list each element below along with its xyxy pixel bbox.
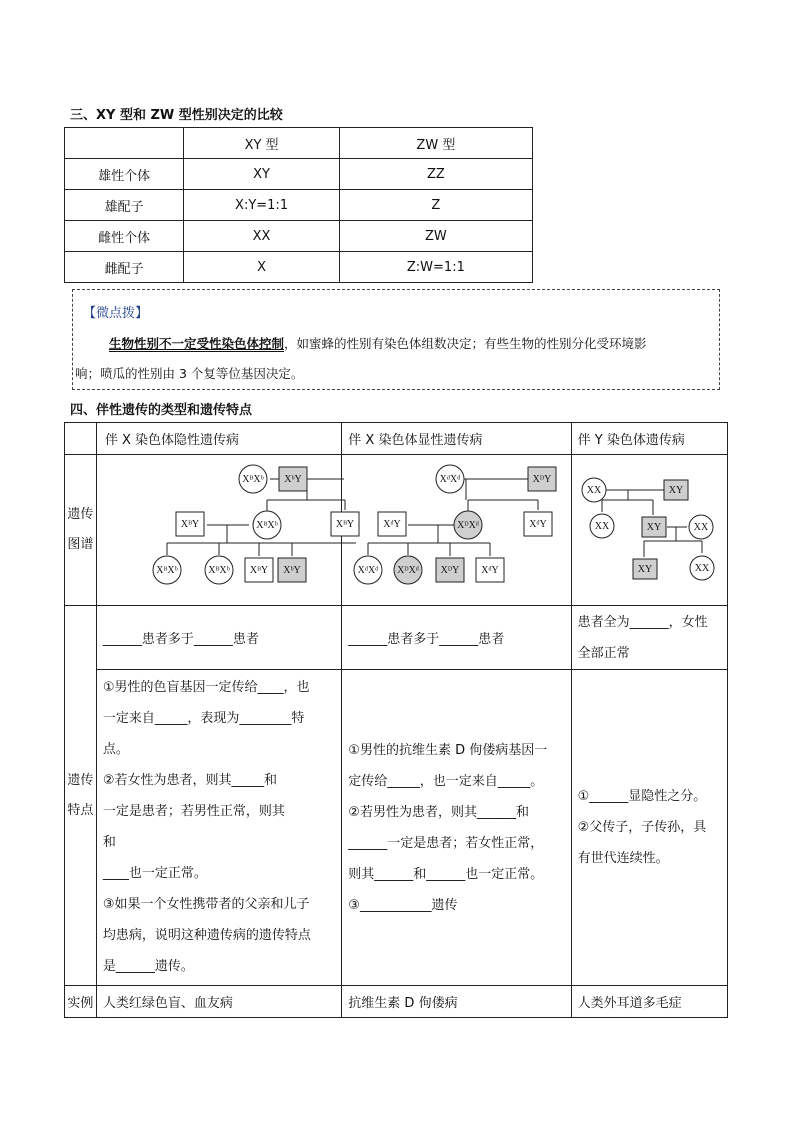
table-cell: XY (184, 159, 339, 190)
genotype-label: XᵈY (529, 519, 548, 530)
example-recessive: 人类红绿色盲、血友病 (96, 986, 341, 1018)
examples-row (65, 986, 728, 1018)
table-cell: X (184, 252, 339, 283)
traits-recessive (96, 670, 341, 986)
genotype-label: XᴰY (532, 474, 552, 485)
header-cell (65, 128, 184, 159)
row-label-line: 遗传 (67, 772, 94, 788)
genotype-label: XᴮXᵇ (256, 520, 278, 531)
genotype-label: XᴰXᵈ (397, 565, 420, 576)
table-cell: Z:W=1:1 (339, 252, 532, 283)
tip-line1-text: ，如蜜蜂的性别有染色体组数决定；有些生物的性别分化受环境影 (284, 336, 647, 351)
tip-emphasis: 生物性别不一定受性染色体控制 (109, 336, 285, 351)
col-header-recessive: 伴 X 染色体隐性遗传病 (96, 423, 341, 455)
sex-determination-table (64, 127, 533, 283)
tip-box (72, 289, 720, 390)
summary-row (65, 606, 728, 670)
genotype-label: XᴮXᵇ (208, 565, 230, 576)
traits-line: 是______遗传。 (102, 959, 194, 974)
traits-line: ③如果一个女性携带者的父亲和儿子 (102, 897, 310, 912)
traits-line: ①男性的抗维生素 D 佝偻病基因一 (348, 742, 548, 758)
traits-line: ____也一定正常。 (102, 866, 207, 881)
row-label: 雄性个体 (65, 159, 184, 190)
tip-line-2: 响；喷瓜的性别由 3 个复等位基因决定。 (75, 366, 304, 381)
table-row (65, 221, 533, 252)
traits-line: ③___________遗传 (348, 897, 458, 913)
sex-linked-table (64, 422, 728, 1018)
table-cell: XX (184, 221, 339, 252)
row-label: 雌性个体 (65, 221, 184, 252)
row-label: 雌配子 (65, 252, 184, 283)
traits-line: 点。 (102, 742, 129, 757)
traits-line: ①男性的色盲基因一定传给____，也 (102, 680, 310, 695)
row-label-examples: 实例 (65, 986, 97, 1018)
col-header-dominant: 伴 X 染色体显性遗传病 (342, 423, 571, 455)
genotype-label: XY (637, 564, 652, 575)
genotype-label: XY (668, 485, 683, 496)
genotype-label: XY (646, 522, 661, 533)
genotype-label: XᵈY (481, 565, 500, 576)
genotype-label: XᴮY (249, 565, 268, 576)
traits-ylinked (571, 670, 727, 986)
section3-heading: 三、XY 型和 ZW 型性别决定的比较 (70, 108, 283, 123)
table-cell: ZZ (339, 159, 532, 190)
traits-line: ②若女性为患者，则其_____和 (102, 773, 277, 788)
traits-line: 和 (102, 835, 116, 850)
row-label-traits (65, 606, 97, 986)
genotype-label: XX (586, 485, 601, 496)
pedigree-row (65, 455, 728, 606)
genotype-label: XᴰY (440, 565, 460, 576)
traits-line: ______一定是患者；若女性正常， (348, 835, 544, 851)
genotype-label: XX (693, 522, 708, 533)
traits-line: 均患病，说明这种遗传病的遗传特点 (102, 928, 311, 943)
genotype-label: XᴮY (180, 519, 199, 530)
example-dominant: 抗维生素 D 佝偻病 (342, 986, 571, 1018)
genotype-label: XX (594, 521, 609, 532)
pedigree-recessive (97, 455, 354, 601)
genotype-label: XᴮXᵇ (242, 474, 264, 485)
table-row (65, 252, 533, 283)
traits-line: ②父传子，子传孙，具 (577, 820, 707, 835)
traits-row (65, 670, 728, 986)
genotype-label: XᴰXᵈ (457, 520, 480, 531)
pedigree-dominant (342, 455, 567, 601)
genotype-label: XᵇY (284, 474, 302, 485)
genotype-label: XᵈY (383, 519, 402, 530)
table-header-row (65, 423, 728, 455)
genotype-label: XᵈXᵈ (357, 565, 379, 576)
row-label-line: 特点 (67, 802, 94, 818)
genotype-label: XᴮY (335, 519, 354, 530)
col-header-ylinked: 伴 Y 染色体遗传病 (571, 423, 727, 455)
tip-title: 【微点拨】 (83, 306, 149, 321)
traits-line: 则其______和______也一定正常。 (348, 866, 544, 882)
summary-recessive: ______患者多于______患者 (96, 606, 341, 670)
example-ylinked: 人类外耳道多毛症 (571, 986, 727, 1018)
traits-line: 一定是患者；若男性正常，则其 (102, 804, 285, 819)
table-header-row (65, 128, 533, 159)
genotype-label: XᵇY (283, 565, 301, 576)
row-label: 雄配子 (65, 190, 184, 221)
pedigree-ylinked-cell (571, 455, 727, 606)
summary-line: 全部正常 (577, 645, 630, 661)
row-label-line: 图谱 (67, 537, 94, 552)
corner-cell (65, 423, 97, 455)
header-cell: ZW 型 (339, 128, 532, 159)
tip-line-1 (109, 334, 647, 352)
table-row (65, 159, 533, 190)
traits-line: ②若男性为患者，则其______和 (348, 804, 529, 820)
row-label-line: 遗传 (67, 507, 94, 522)
pedigree-ylinked (572, 455, 724, 601)
summary-dominant: ______患者多于______患者 (342, 606, 571, 670)
traits-line: ①______显隐性之分。 (577, 789, 707, 804)
table-cell: ZW (339, 221, 532, 252)
table-cell: Z (339, 190, 532, 221)
traits-line: 定传给_____，也一定来自_____。 (348, 773, 544, 789)
traits-line: 有世代连续性。 (577, 851, 669, 866)
section4-heading: 四、伴性遗传的类型和遗传特点 (70, 403, 253, 418)
summary-line: 患者全为______，女性 (577, 614, 708, 630)
pedigree-dominant-cell (342, 455, 571, 606)
traits-line: 一定来自_____，表现为________特 (102, 711, 305, 726)
genotype-label: XᴮXᵇ (156, 565, 178, 576)
table-cell: X:Y=1:1 (184, 190, 339, 221)
summary-ylinked (571, 606, 727, 670)
traits-dominant (342, 670, 571, 986)
row-label-pedigree (65, 455, 97, 606)
genotype-label: XX (694, 563, 709, 574)
pedigree-recessive-cell (96, 455, 354, 606)
table-row (65, 190, 533, 221)
genotype-label: XᵈXᵈ (439, 474, 461, 485)
header-cell: XY 型 (184, 128, 339, 159)
